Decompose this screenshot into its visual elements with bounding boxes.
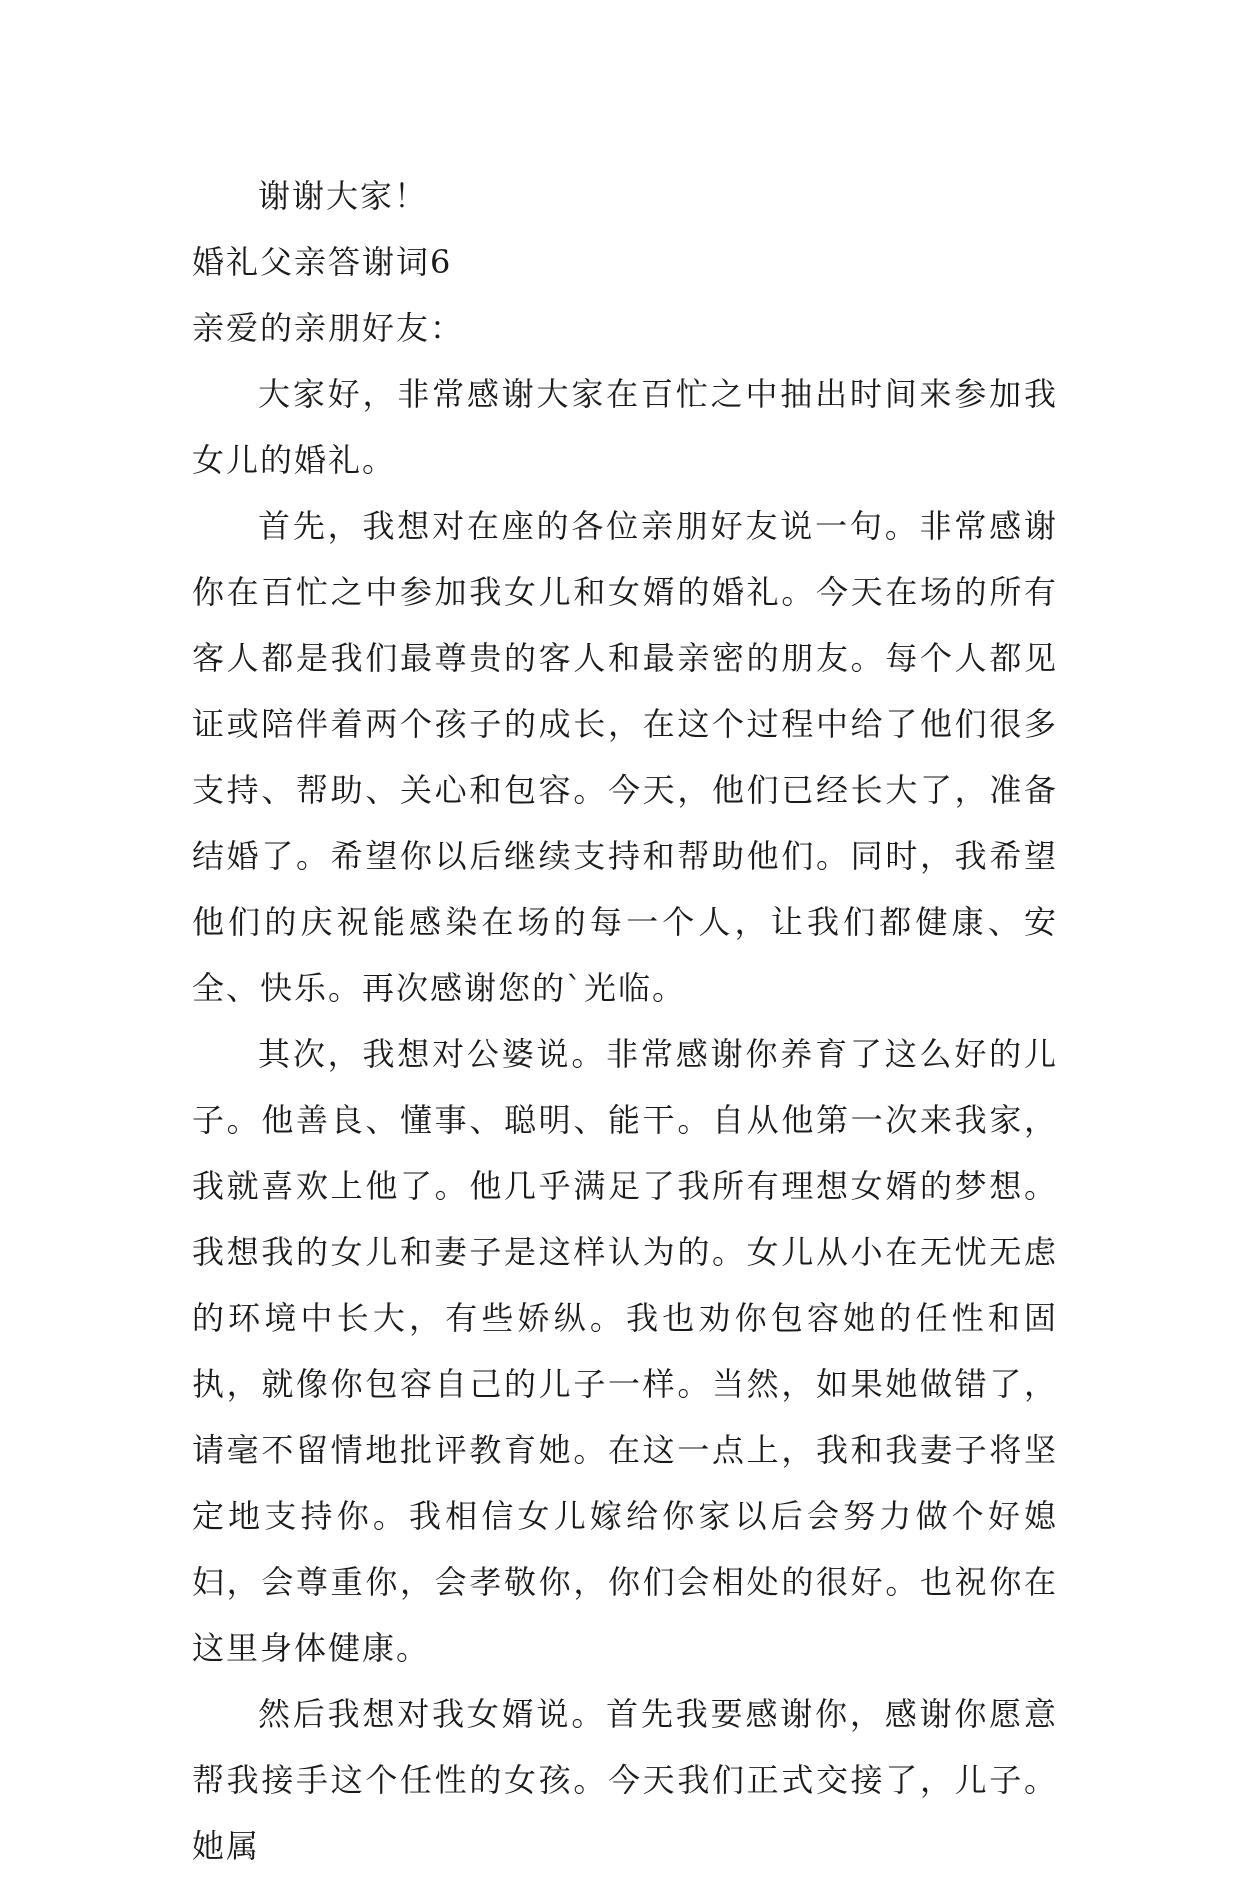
closing-thanks-line: 谢谢大家！ xyxy=(258,177,429,215)
paragraph-to-in-laws: 其次，我想对公婆说。非常感谢你养育了这么好的儿子。他善良、懂事、聪明、能干。自从他第一次来我家，我就喜欢上他了。他几乎满足了我所有理想女婿的梦想。我想我的女儿和妻子是这样认为的。女儿从小在无忧无虑的环境中长大，有些娇纵。我也劝你包容她的任性和固执，就像你包容自己的儿子一样。当然，如果她做错了，请毫不留情地批评教育她。在这一点上，我和我妻子将坚定地支持你。我相信女儿嫁给你家以后会努力做个好媳妇，会尊重你，会孝敬你，你们会相处的很好。也祝你在这里身体健康。 xyxy=(192,1035,1058,1667)
section-heading: 婚礼父亲答谢词6 xyxy=(192,243,453,281)
document-body xyxy=(192,163,1058,1879)
paragraph-to-guests: 首先，我想对在座的各位亲朋好友说一句。非常感谢你在百忙之中参加我女儿和女婿的婚礼。今天在场的所有客人都是我们最尊贵的客人和最亲密的朋友。每个人都见证或陪伴着两个孩子的成长，在这个过程中给了他们很多支持、帮助、关心和包容。今天，他们已经长大了，准备结婚了。希望你以后继续支持和帮助他们。同时，我希望他们的庆祝能感染在场的每一个人，让我们都健康、安全、快乐。再次感谢您的`光临。 xyxy=(192,507,1058,1007)
paragraph-greeting: 大家好，非常感谢大家在百忙之中抽出时间来参加我女儿的婚礼。 xyxy=(192,375,1058,479)
salutation: 亲爱的亲朋好友： xyxy=(192,309,465,347)
paragraph-to-son-in-law: 然后我想对我女婿说。首先我要感谢你，感谢你愿意帮我接手这个任性的女孩。今天我们正式交接了，儿子。她属 xyxy=(192,1695,1058,1865)
